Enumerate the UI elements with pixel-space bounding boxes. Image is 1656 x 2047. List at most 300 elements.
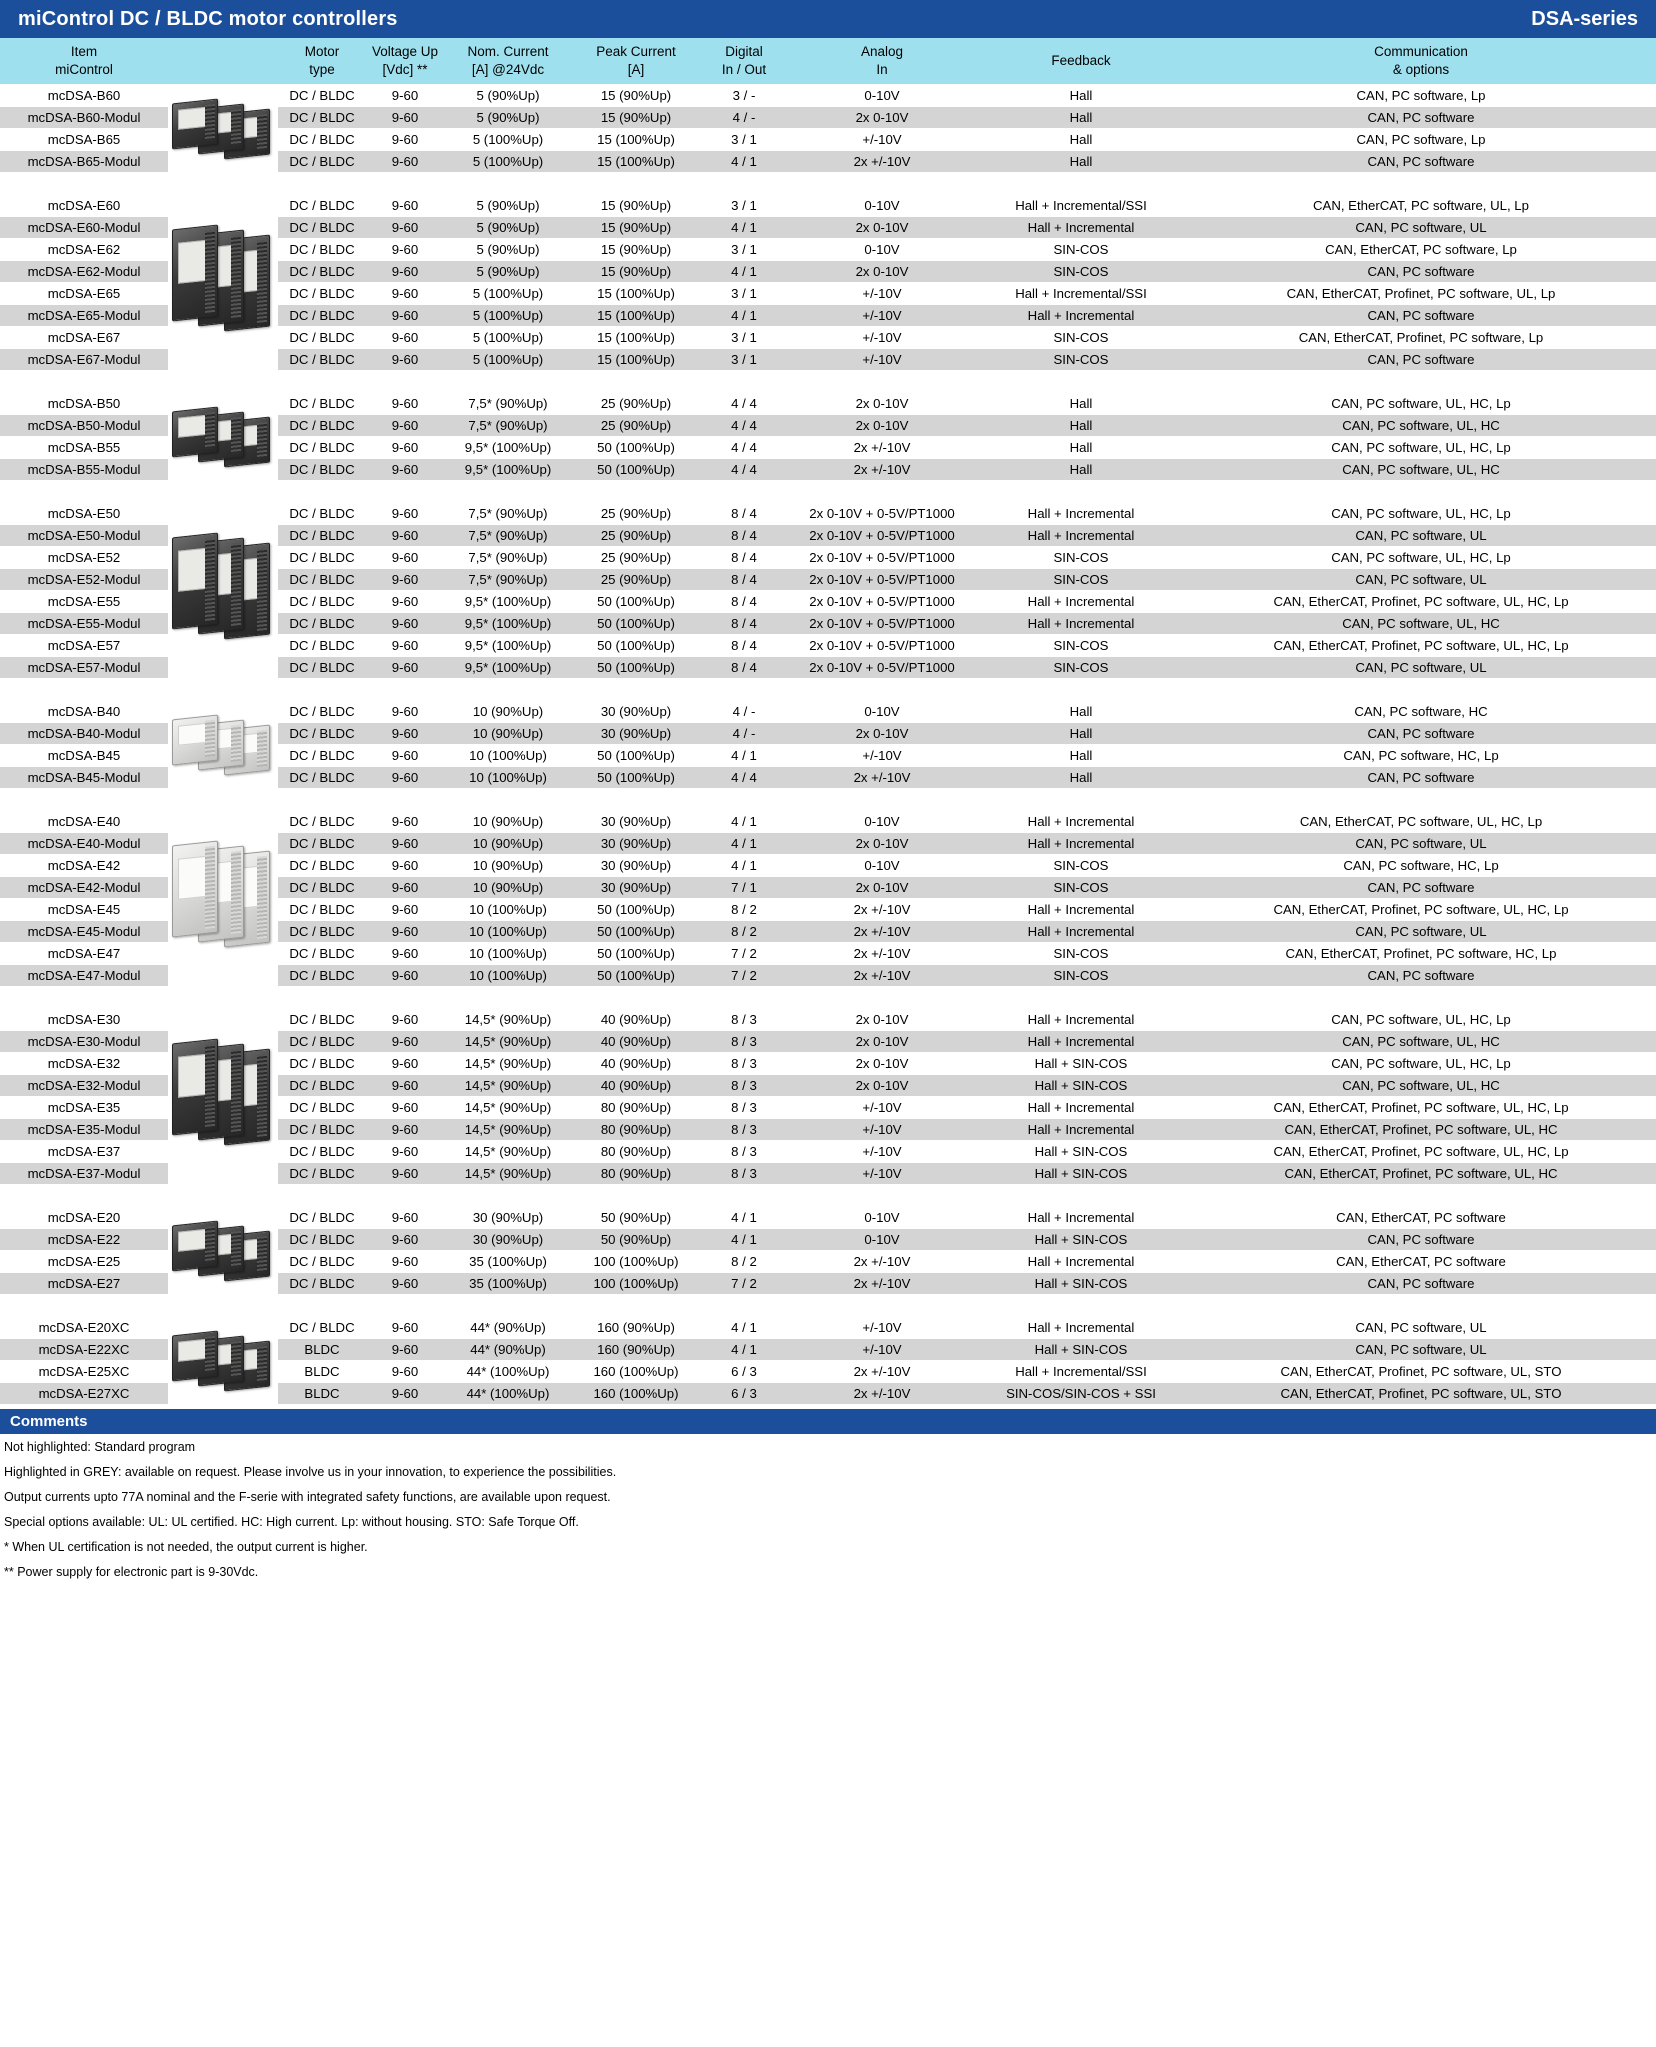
cell-digital-io: 4 / 1 [700, 745, 788, 766]
cell-product-image [168, 283, 278, 304]
cell-feedback: SIN-COS [976, 657, 1186, 678]
cell-product-image [168, 1075, 278, 1096]
cell-peak-current: 15 (90%Up) [572, 261, 700, 282]
table-row [0, 1141, 1656, 1163]
cell-communication: CAN, EtherCAT, Profinet, PC software, UL, HC [1186, 1163, 1656, 1184]
column-header-nominal-current [444, 38, 572, 84]
cell-communication: CAN, PC software [1186, 767, 1656, 788]
column-header-voltage-line1: Voltage Up [371, 44, 439, 59]
cell-motor-type: DC / BLDC [278, 349, 366, 370]
cell-item: mcDSA-B60-Modul [0, 107, 168, 128]
cell-voltage: 9-60 [366, 1075, 444, 1096]
page-header [0, 0, 1656, 38]
cell-product-image [168, 305, 278, 326]
cell-analog-in: 2x 0-10V + 0-5V/PT1000 [788, 569, 976, 590]
cell-voltage: 9-60 [366, 327, 444, 348]
cell-communication: CAN, PC software [1186, 877, 1656, 898]
cell-peak-current: 160 (100%Up) [572, 1383, 700, 1404]
cell-voltage: 9-60 [366, 503, 444, 524]
cell-analog-in: 2x 0-10V + 0-5V/PT1000 [788, 547, 976, 568]
cell-digital-io: 3 / 1 [700, 327, 788, 348]
column-header-feedback [976, 38, 1186, 84]
table-row [0, 921, 1656, 943]
cell-motor-type: DC / BLDC [278, 85, 366, 106]
cell-item: mcDSA-E57-Modul [0, 657, 168, 678]
cell-motor-type: DC / BLDC [278, 965, 366, 986]
cell-peak-current: 30 (90%Up) [572, 877, 700, 898]
cell-item: mcDSA-E57 [0, 635, 168, 656]
cell-feedback: SIN-COS [976, 547, 1186, 568]
cell-motor-type: DC / BLDC [278, 305, 366, 326]
cell-analog-in: 0-10V [788, 701, 976, 722]
cell-item: mcDSA-E20XC [0, 1317, 168, 1338]
cell-feedback: Hall + SIN-COS [976, 1053, 1186, 1074]
cell-motor-type: DC / BLDC [278, 613, 366, 634]
cell-digital-io: 4 / 1 [700, 217, 788, 238]
column-header-analog-line2: In [876, 62, 888, 78]
cell-analog-in: 2x 0-10V [788, 1009, 976, 1030]
cell-analog-in: 2x 0-10V [788, 723, 976, 744]
table-row [0, 569, 1656, 591]
cell-feedback: SIN-COS [976, 877, 1186, 898]
series-label: DSA-series [1531, 7, 1638, 30]
cell-analog-in: 2x +/-10V [788, 965, 976, 986]
cell-nominal-current: 5 (90%Up) [444, 107, 572, 128]
cell-analog-in: 0-10V [788, 855, 976, 876]
cell-communication: CAN, EtherCAT, PC software, Lp [1186, 239, 1656, 260]
cell-digital-io: 4 / 1 [700, 151, 788, 172]
cell-voltage: 9-60 [366, 943, 444, 964]
cell-motor-type: DC / BLDC [278, 261, 366, 282]
cell-item: mcDSA-B50 [0, 393, 168, 414]
table-row [0, 943, 1656, 965]
group-separator [0, 173, 1656, 195]
cell-feedback: Hall [976, 151, 1186, 172]
cell-item: mcDSA-B40-Modul [0, 723, 168, 744]
cell-analog-in: 2x +/-10V [788, 767, 976, 788]
cell-feedback: SIN-COS [976, 855, 1186, 876]
cell-motor-type: BLDC [278, 1361, 366, 1382]
cell-item: mcDSA-E40 [0, 811, 168, 832]
cell-communication: CAN, PC software, UL [1186, 569, 1656, 590]
cell-peak-current: 25 (90%Up) [572, 547, 700, 568]
cell-product-image [168, 701, 278, 722]
cell-motor-type: DC / BLDC [278, 1075, 366, 1096]
cell-feedback: Hall + SIN-COS [976, 1339, 1186, 1360]
table-row [0, 327, 1656, 349]
table-row [0, 1207, 1656, 1229]
cell-nominal-current: 10 (100%Up) [444, 921, 572, 942]
cell-feedback: Hall + Incremental [976, 921, 1186, 942]
cell-product-image [168, 1097, 278, 1118]
table-row [0, 635, 1656, 657]
cell-feedback: Hall + SIN-COS [976, 1075, 1186, 1096]
cell-motor-type: DC / BLDC [278, 943, 366, 964]
cell-communication: CAN, EtherCAT, Profinet, PC software, UL, STO [1186, 1383, 1656, 1404]
cell-motor-type: DC / BLDC [278, 1031, 366, 1052]
cell-communication: CAN, PC software, UL [1186, 1317, 1656, 1338]
table-row [0, 1075, 1656, 1097]
table-row [0, 833, 1656, 855]
cell-feedback: Hall [976, 723, 1186, 744]
table-row [0, 393, 1656, 415]
product-group [0, 1207, 1656, 1295]
cell-nominal-current: 10 (100%Up) [444, 965, 572, 986]
cell-feedback: Hall [976, 745, 1186, 766]
cell-item: mcDSA-E60-Modul [0, 217, 168, 238]
cell-feedback: Hall [976, 701, 1186, 722]
cell-digital-io: 8 / 3 [700, 1031, 788, 1052]
column-header-peak-line2: [A] [627, 62, 645, 78]
cell-peak-current: 15 (90%Up) [572, 85, 700, 106]
column-header-peak-current [572, 38, 700, 84]
cell-item: mcDSA-B40 [0, 701, 168, 722]
cell-voltage: 9-60 [366, 1317, 444, 1338]
cell-voltage: 9-60 [366, 195, 444, 216]
cell-analog-in: 2x 0-10V + 0-5V/PT1000 [788, 591, 976, 612]
cell-voltage: 9-60 [366, 1361, 444, 1382]
cell-feedback: SIN-COS/SIN-COS + SSI [976, 1383, 1186, 1404]
cell-product-image [168, 547, 278, 568]
cell-voltage: 9-60 [366, 657, 444, 678]
cell-digital-io: 4 / 1 [700, 1317, 788, 1338]
cell-voltage: 9-60 [366, 723, 444, 744]
cell-peak-current: 40 (90%Up) [572, 1009, 700, 1030]
cell-feedback: SIN-COS [976, 569, 1186, 590]
cell-peak-current: 50 (100%Up) [572, 899, 700, 920]
cell-peak-current: 25 (90%Up) [572, 525, 700, 546]
cell-voltage: 9-60 [366, 1031, 444, 1052]
cell-voltage: 9-60 [366, 415, 444, 436]
cell-voltage: 9-60 [366, 239, 444, 260]
cell-communication: CAN, EtherCAT, PC software, UL, HC, Lp [1186, 811, 1656, 832]
cell-nominal-current: 5 (100%Up) [444, 349, 572, 370]
table-row [0, 767, 1656, 789]
cell-nominal-current: 10 (90%Up) [444, 723, 572, 744]
column-header-communication [1186, 38, 1656, 84]
cell-communication: CAN, PC software, UL [1186, 833, 1656, 854]
cell-feedback: Hall [976, 129, 1186, 150]
cell-peak-current: 15 (100%Up) [572, 129, 700, 150]
cell-motor-type: DC / BLDC [278, 1273, 366, 1294]
cell-nominal-current: 14,5* (90%Up) [444, 1053, 572, 1074]
cell-feedback: Hall + Incremental [976, 613, 1186, 634]
cell-communication: CAN, EtherCAT, PC software, UL, Lp [1186, 195, 1656, 216]
cell-analog-in: 2x 0-10V + 0-5V/PT1000 [788, 525, 976, 546]
cell-nominal-current: 9,5* (100%Up) [444, 635, 572, 656]
cell-nominal-current: 7,5* (90%Up) [444, 393, 572, 414]
cell-communication: CAN, PC software [1186, 1273, 1656, 1294]
cell-nominal-current: 30 (90%Up) [444, 1229, 572, 1250]
group-separator [0, 371, 1656, 393]
cell-voltage: 9-60 [366, 1141, 444, 1162]
cell-voltage: 9-60 [366, 151, 444, 172]
cell-voltage: 9-60 [366, 811, 444, 832]
cell-feedback: Hall + Incremental [976, 305, 1186, 326]
cell-communication: CAN, EtherCAT, Profinet, PC software, UL, HC, Lp [1186, 899, 1656, 920]
cell-digital-io: 8 / 4 [700, 613, 788, 634]
cell-digital-io: 8 / 3 [700, 1119, 788, 1140]
cell-peak-current: 160 (90%Up) [572, 1339, 700, 1360]
column-header-motor-type [278, 38, 366, 84]
cell-peak-current: 50 (100%Up) [572, 657, 700, 678]
table-row [0, 1383, 1656, 1405]
cell-product-image [168, 1163, 278, 1184]
group-separator [0, 789, 1656, 811]
cell-digital-io: 8 / 3 [700, 1075, 788, 1096]
comment-line: ** Power supply for electronic part is 9-30Vdc. [4, 1565, 259, 1580]
cell-peak-current: 25 (90%Up) [572, 393, 700, 414]
cell-communication: CAN, PC software, Lp [1186, 85, 1656, 106]
cell-product-image [168, 1053, 278, 1074]
cell-item: mcDSA-E32-Modul [0, 1075, 168, 1096]
table-row [0, 503, 1656, 525]
cell-product-image [168, 327, 278, 348]
cell-feedback: SIN-COS [976, 239, 1186, 260]
cell-feedback: Hall + Incremental [976, 811, 1186, 832]
cell-analog-in: 2x +/-10V [788, 899, 976, 920]
cell-item: mcDSA-E52 [0, 547, 168, 568]
cell-feedback: Hall [976, 415, 1186, 436]
cell-peak-current: 80 (90%Up) [572, 1163, 700, 1184]
column-header-voltage-line2: [Vdc] ** [382, 62, 428, 78]
cell-digital-io: 4 / 1 [700, 305, 788, 326]
page-title: miControl DC / BLDC motor controllers [18, 7, 398, 30]
comment-line: Highlighted in GREY: available on request. Please involve us in your innovation, to experience the possibilities. [4, 1465, 617, 1480]
cell-nominal-current: 5 (100%Up) [444, 129, 572, 150]
cell-communication: CAN, EtherCAT, PC software [1186, 1251, 1656, 1272]
cell-nominal-current: 14,5* (90%Up) [444, 1141, 572, 1162]
column-header-motor-line1: Motor [304, 44, 340, 59]
cell-item: mcDSA-E47-Modul [0, 965, 168, 986]
table-row [0, 217, 1656, 239]
cell-communication: CAN, PC software, UL, HC, Lp [1186, 503, 1656, 524]
cell-item: mcDSA-E67-Modul [0, 349, 168, 370]
group-separator [0, 1295, 1656, 1317]
cell-product-image [168, 1339, 278, 1360]
cell-feedback: Hall [976, 107, 1186, 128]
cell-digital-io: 8 / 4 [700, 635, 788, 656]
cell-product-image [168, 1251, 278, 1272]
cell-item: mcDSA-E55 [0, 591, 168, 612]
column-header-comm-line2: & options [1392, 62, 1450, 78]
cell-item: mcDSA-E55-Modul [0, 613, 168, 634]
cell-analog-in: 2x 0-10V [788, 107, 976, 128]
cell-analog-in: +/-10V [788, 1141, 976, 1162]
cell-feedback: Hall + Incremental [976, 591, 1186, 612]
cell-digital-io: 8 / 3 [700, 1097, 788, 1118]
cell-product-image [168, 1141, 278, 1162]
cell-voltage: 9-60 [366, 1339, 444, 1360]
cell-item: mcDSA-E50-Modul [0, 525, 168, 546]
cell-communication: CAN, PC software, UL, HC [1186, 1075, 1656, 1096]
column-header-image [168, 38, 278, 84]
cell-item: mcDSA-E20 [0, 1207, 168, 1228]
cell-nominal-current: 14,5* (90%Up) [444, 1031, 572, 1052]
cell-peak-current: 100 (100%Up) [572, 1273, 700, 1294]
cell-voltage: 9-60 [366, 591, 444, 612]
cell-feedback: Hall [976, 85, 1186, 106]
cell-item: mcDSA-B45-Modul [0, 767, 168, 788]
cell-analog-in: 2x 0-10V [788, 415, 976, 436]
cell-item: mcDSA-E62-Modul [0, 261, 168, 282]
product-group [0, 85, 1656, 173]
cell-analog-in: 2x 0-10V [788, 1053, 976, 1074]
cell-analog-in: 2x +/-10V [788, 1383, 976, 1404]
cell-communication: CAN, PC software, UL, HC, Lp [1186, 393, 1656, 414]
cell-digital-io: 8 / 4 [700, 503, 788, 524]
cell-nominal-current: 35 (100%Up) [444, 1273, 572, 1294]
column-header-nominal-line2: [A] @24Vdc [471, 62, 545, 78]
cell-motor-type: DC / BLDC [278, 239, 366, 260]
cell-peak-current: 50 (100%Up) [572, 437, 700, 458]
cell-analog-in: 2x 0-10V + 0-5V/PT1000 [788, 503, 976, 524]
cell-product-image [168, 393, 278, 414]
cell-peak-current: 40 (90%Up) [572, 1075, 700, 1096]
cell-nominal-current: 14,5* (90%Up) [444, 1075, 572, 1096]
table-row [0, 1097, 1656, 1119]
cell-digital-io: 3 / 1 [700, 129, 788, 150]
cell-item: mcDSA-E30 [0, 1009, 168, 1030]
cell-nominal-current: 14,5* (90%Up) [444, 1009, 572, 1030]
cell-product-image [168, 107, 278, 128]
cell-feedback: SIN-COS [976, 635, 1186, 656]
cell-communication: CAN, EtherCAT, Profinet, PC software, UL, Lp [1186, 283, 1656, 304]
cell-analog-in: +/-10V [788, 305, 976, 326]
cell-motor-type: DC / BLDC [278, 833, 366, 854]
column-header-voltage [366, 38, 444, 84]
cell-motor-type: DC / BLDC [278, 503, 366, 524]
cell-product-image [168, 85, 278, 106]
cell-communication: CAN, PC software, UL [1186, 921, 1656, 942]
cell-product-image [168, 1361, 278, 1382]
cell-nominal-current: 44* (90%Up) [444, 1317, 572, 1338]
cell-feedback: Hall + Incremental/SSI [976, 283, 1186, 304]
cell-item: mcDSA-E60 [0, 195, 168, 216]
cell-product-image [168, 899, 278, 920]
cell-communication: CAN, EtherCAT, Profinet, PC software, UL, HC, Lp [1186, 1141, 1656, 1162]
cell-item: mcDSA-E67 [0, 327, 168, 348]
product-group [0, 1009, 1656, 1185]
cell-feedback: Hall + SIN-COS [976, 1229, 1186, 1250]
cell-voltage: 9-60 [366, 569, 444, 590]
cell-product-image [168, 503, 278, 524]
cell-feedback: SIN-COS [976, 943, 1186, 964]
cell-communication: CAN, PC software [1186, 1229, 1656, 1250]
cell-communication: CAN, PC software, HC, Lp [1186, 745, 1656, 766]
cell-digital-io: 3 / 1 [700, 349, 788, 370]
cell-peak-current: 15 (100%Up) [572, 327, 700, 348]
cell-motor-type: DC / BLDC [278, 811, 366, 832]
cell-item: mcDSA-E45 [0, 899, 168, 920]
cell-motor-type: DC / BLDC [278, 393, 366, 414]
cell-digital-io: 3 / 1 [700, 195, 788, 216]
cell-communication: CAN, PC software [1186, 349, 1656, 370]
cell-communication: CAN, PC software, UL, HC [1186, 415, 1656, 436]
cell-nominal-current: 7,5* (90%Up) [444, 569, 572, 590]
cell-digital-io: 8 / 3 [700, 1009, 788, 1030]
cell-nominal-current: 5 (90%Up) [444, 217, 572, 238]
cell-product-image [168, 1317, 278, 1338]
cell-motor-type: DC / BLDC [278, 569, 366, 590]
column-header-analog-line1: Analog [860, 44, 904, 59]
cell-nominal-current: 7,5* (90%Up) [444, 503, 572, 524]
cell-item: mcDSA-E27 [0, 1273, 168, 1294]
group-separator [0, 1185, 1656, 1207]
cell-peak-current: 80 (90%Up) [572, 1141, 700, 1162]
cell-motor-type: DC / BLDC [278, 1229, 366, 1250]
cell-voltage: 9-60 [366, 305, 444, 326]
cell-digital-io: 4 / 1 [700, 833, 788, 854]
cell-communication: CAN, PC software, UL [1186, 217, 1656, 238]
table-row [0, 151, 1656, 173]
table-row [0, 85, 1656, 107]
cell-motor-type: DC / BLDC [278, 129, 366, 150]
column-header-analog-in [788, 38, 976, 84]
cell-communication: CAN, PC software [1186, 107, 1656, 128]
cell-voltage: 9-60 [366, 1163, 444, 1184]
cell-communication: CAN, PC software, HC, Lp [1186, 855, 1656, 876]
table-row [0, 965, 1656, 987]
cell-voltage: 9-60 [366, 767, 444, 788]
cell-digital-io: 4 / 1 [700, 1229, 788, 1250]
cell-feedback: Hall + Incremental [976, 1097, 1186, 1118]
cell-digital-io: 8 / 3 [700, 1141, 788, 1162]
table-row [0, 1317, 1656, 1339]
cell-motor-type: DC / BLDC [278, 1251, 366, 1272]
cell-item: mcDSA-E25 [0, 1251, 168, 1272]
cell-item: mcDSA-E37-Modul [0, 1163, 168, 1184]
cell-nominal-current: 5 (100%Up) [444, 151, 572, 172]
cell-motor-type: DC / BLDC [278, 635, 366, 656]
cell-communication: CAN, PC software [1186, 261, 1656, 282]
cell-voltage: 9-60 [366, 1251, 444, 1272]
cell-nominal-current: 14,5* (90%Up) [444, 1119, 572, 1140]
table-row [0, 415, 1656, 437]
cell-nominal-current: 10 (90%Up) [444, 855, 572, 876]
cell-communication: CAN, EtherCAT, Profinet, PC software, UL, HC, Lp [1186, 635, 1656, 656]
cell-product-image [168, 415, 278, 436]
cell-product-image [168, 1207, 278, 1228]
cell-product-image [168, 195, 278, 216]
cell-analog-in: 2x +/-10V [788, 1273, 976, 1294]
table-row [0, 1053, 1656, 1075]
cell-product-image [168, 723, 278, 744]
cell-product-image [168, 151, 278, 172]
cell-product-image [168, 349, 278, 370]
cell-digital-io: 4 / 4 [700, 393, 788, 414]
table-row [0, 723, 1656, 745]
table-row [0, 349, 1656, 371]
product-group [0, 701, 1656, 789]
product-group [0, 811, 1656, 987]
cell-communication: CAN, EtherCAT, Profinet, PC software, UL, HC [1186, 1119, 1656, 1140]
cell-motor-type: DC / BLDC [278, 855, 366, 876]
table-row [0, 129, 1656, 151]
cell-digital-io: 4 / 1 [700, 1207, 788, 1228]
cell-motor-type: DC / BLDC [278, 1317, 366, 1338]
cell-digital-io: 4 / - [700, 723, 788, 744]
column-header-nominal-line1: Nom. Current [467, 44, 549, 59]
cell-analog-in: 0-10V [788, 195, 976, 216]
cell-digital-io: 7 / 2 [700, 965, 788, 986]
cell-voltage: 9-60 [366, 745, 444, 766]
cell-analog-in: +/-10V [788, 1317, 976, 1338]
cell-voltage: 9-60 [366, 1273, 444, 1294]
cell-communication: CAN, PC software [1186, 965, 1656, 986]
cell-item: mcDSA-E65-Modul [0, 305, 168, 326]
cell-nominal-current: 10 (100%Up) [444, 899, 572, 920]
